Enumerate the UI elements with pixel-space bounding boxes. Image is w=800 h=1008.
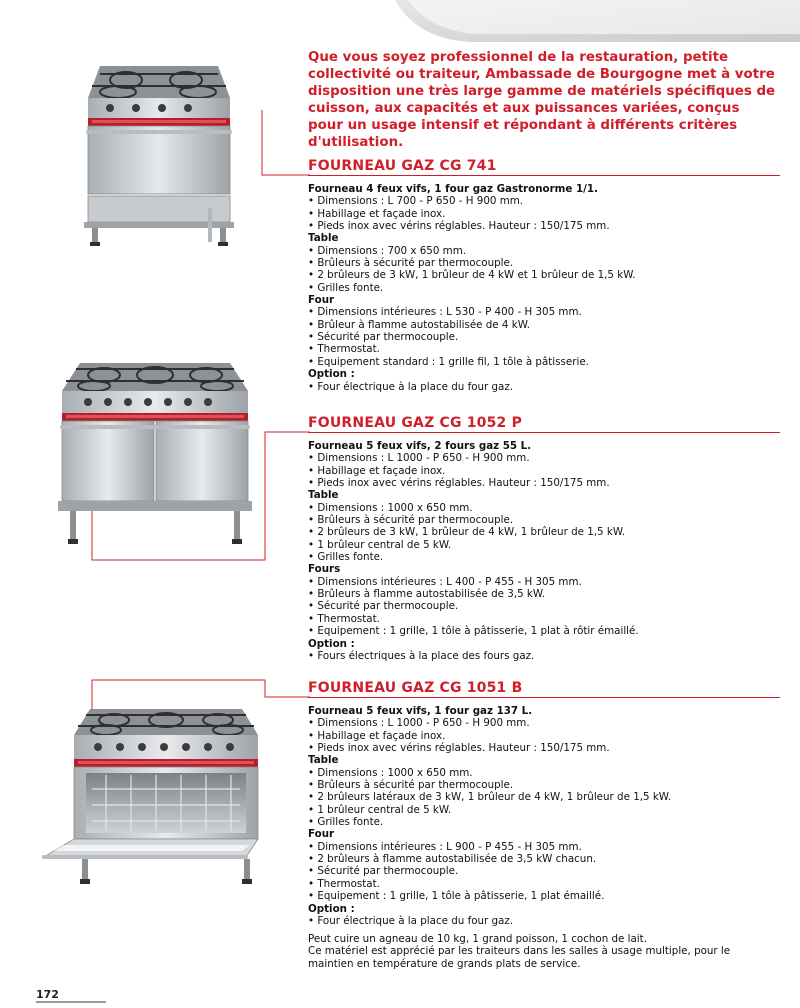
spec-item: • 2 brûleurs latéraux de 3 kW, 1 brûleur de 4 kW, 1 brûleur de 1,5 kW.	[308, 791, 672, 804]
spec-item: • 2 brûleurs de 3 kW, 1 brûleur de 4 kW et 1 brûleur de 1,5 kW.	[308, 269, 636, 282]
product-title: FOURNEAU GAZ CG 741	[308, 158, 780, 176]
spec-item: • Four électrique à la place du four gaz.	[308, 914, 514, 927]
oven-cg-1052-p-image	[52, 357, 257, 552]
spec-section-heading: Table	[308, 489, 339, 502]
oven-cg-1051-b-image	[36, 705, 266, 885]
usage-note	[308, 933, 788, 970]
spec-item: • Habillage et façade inox.	[308, 729, 446, 742]
spec-item: • 2 brûleurs à flamme autostabilisée de 3,5 kW chacun.	[308, 853, 597, 866]
spec-list	[308, 705, 778, 927]
spec-item: • Dimensions intérieures : L 530 - P 400 - H 305 mm.	[308, 306, 582, 319]
spec-item: • Brûleur à flamme autostabilisée de 4 kW.	[308, 318, 530, 331]
product-title: FOURNEAU GAZ CG 1052 P	[308, 415, 780, 433]
spec-item: • Sécurité par thermocouple.	[308, 600, 459, 613]
spec-item: • Brûleurs à sécurité par thermocouple.	[308, 257, 514, 270]
product-title: FOURNEAU GAZ CG 1051 B	[308, 680, 780, 698]
spec-list	[308, 440, 778, 662]
spec-list	[308, 183, 778, 393]
spec-lead: Fourneau 4 feux vifs, 1 four gaz Gastronorme 1/1.	[308, 183, 598, 195]
note-line: Ce matériel est apprécié par les traiteurs dans les salles à usage multiple, pour le	[308, 945, 731, 958]
spec-item: • Grilles fonte.	[308, 816, 384, 829]
spec-section-heading: Four	[308, 294, 335, 307]
spec-section-heading: Table	[308, 232, 339, 245]
spec-item: • Dimensions : 1000 x 650 mm.	[308, 501, 473, 514]
note-line: Peut cuire un agneau de 10 kg, 1 grand poisson, 1 cochon de lait.	[308, 933, 647, 945]
spec-item: • Dimensions intérieures : L 900 - P 455 - H 305 mm.	[308, 840, 582, 853]
spec-item: • Habillage et façade inox.	[308, 207, 446, 220]
spec-item: • Dimensions : L 700 - P 650 - H 900 mm.	[308, 195, 524, 208]
note-line: maintien en température de grands plats de service.	[308, 957, 581, 970]
spec-section-heading: Option :	[308, 902, 355, 915]
product-cg-1052-p	[308, 415, 778, 662]
spec-item: • Pieds inox avec vérins réglables. Hauteur : 150/175 mm.	[308, 742, 610, 755]
spec-item: • Pieds inox avec vérins réglables. Hauteur : 150/175 mm.	[308, 220, 610, 233]
oven-cg-741-image	[78, 58, 243, 258]
page-number-rule	[36, 1001, 106, 1003]
spec-item: • 1 brûleur central de 5 kW.	[308, 803, 452, 816]
spec-item: • Sécurité par thermocouple.	[308, 331, 459, 344]
spec-item: • Dimensions : L 1000 - P 650 - H 900 mm.	[308, 452, 530, 465]
spec-lead: Fourneau 5 feux vifs, 2 fours gaz 55 L.	[308, 440, 532, 452]
spec-item: • Brûleurs à flamme autostabilisée de 3,5 kW.	[308, 588, 546, 601]
spec-item: • Dimensions : 1000 x 650 mm.	[308, 766, 473, 779]
spec-item: • 1 brûleur central de 5 kW.	[308, 538, 452, 551]
spec-item: • Brûleurs à sécurité par thermocouple.	[308, 514, 514, 527]
spec-item: • Habillage et façade inox.	[308, 464, 446, 477]
spec-section-heading: Option :	[308, 637, 355, 650]
spec-item: • Fours électriques à la place des fours gaz.	[308, 649, 535, 662]
spec-section-heading: Four	[308, 828, 335, 841]
spec-section-heading: Option :	[308, 368, 355, 381]
intro-paragraph: Que vous soyez professionnel de la restauration, petite collectivité ou traiteur, Ambassade de Bourgogne met à votre disposition une très large gamme de matériels spécifiques de cuisson, aux capacités et aux puissances variées, conçus pour un usage intensif et répondant à différents critères d'utilisation.	[308, 50, 776, 150]
spec-item: • Thermostat.	[308, 612, 380, 625]
spec-item: • Pieds inox avec vérins réglables. Hauteur : 150/175 mm.	[308, 477, 610, 490]
spec-section-heading: Fours	[308, 563, 341, 576]
spec-item: • Grilles fonte.	[308, 281, 384, 294]
spec-item: • Sécurité par thermocouple.	[308, 865, 459, 878]
spec-item: • Thermostat.	[308, 343, 380, 356]
spec-item: • Dimensions intérieures : L 400 - P 455 - H 305 mm.	[308, 575, 582, 588]
spec-section-heading: Table	[308, 754, 339, 767]
spec-item: • Equipement standard : 1 grille fil, 1 tôle à pâtisserie.	[308, 355, 589, 368]
page-number: 172	[36, 988, 59, 1001]
spec-item: • 2 brûleurs de 3 kW, 1 brûleur de 4 kW, 1 brûleur de 1,5 kW.	[308, 526, 626, 539]
product-cg-741	[308, 158, 778, 393]
spec-item: • Equipement : 1 grille, 1 tôle à pâtisserie, 1 plat à rôtir émaillé.	[308, 625, 639, 638]
spec-lead: Fourneau 5 feux vifs, 1 four gaz 137 L.	[308, 705, 533, 717]
spec-item: • Grilles fonte.	[308, 551, 384, 564]
spec-item: • Dimensions : 700 x 650 mm.	[308, 244, 467, 257]
spec-item: • Thermostat.	[308, 877, 380, 890]
header-decoration	[390, 0, 800, 48]
spec-item: • Dimensions : L 1000 - P 650 - H 900 mm.	[308, 717, 530, 730]
spec-item: • Equipement : 1 grille, 1 tôle à pâtisserie, 1 plat émaillé.	[308, 890, 605, 903]
product-cg-1051-b	[308, 680, 778, 927]
spec-item: • Four électrique à la place du four gaz.	[308, 380, 514, 393]
spec-item: • Brûleurs à sécurité par thermocouple.	[308, 779, 514, 792]
